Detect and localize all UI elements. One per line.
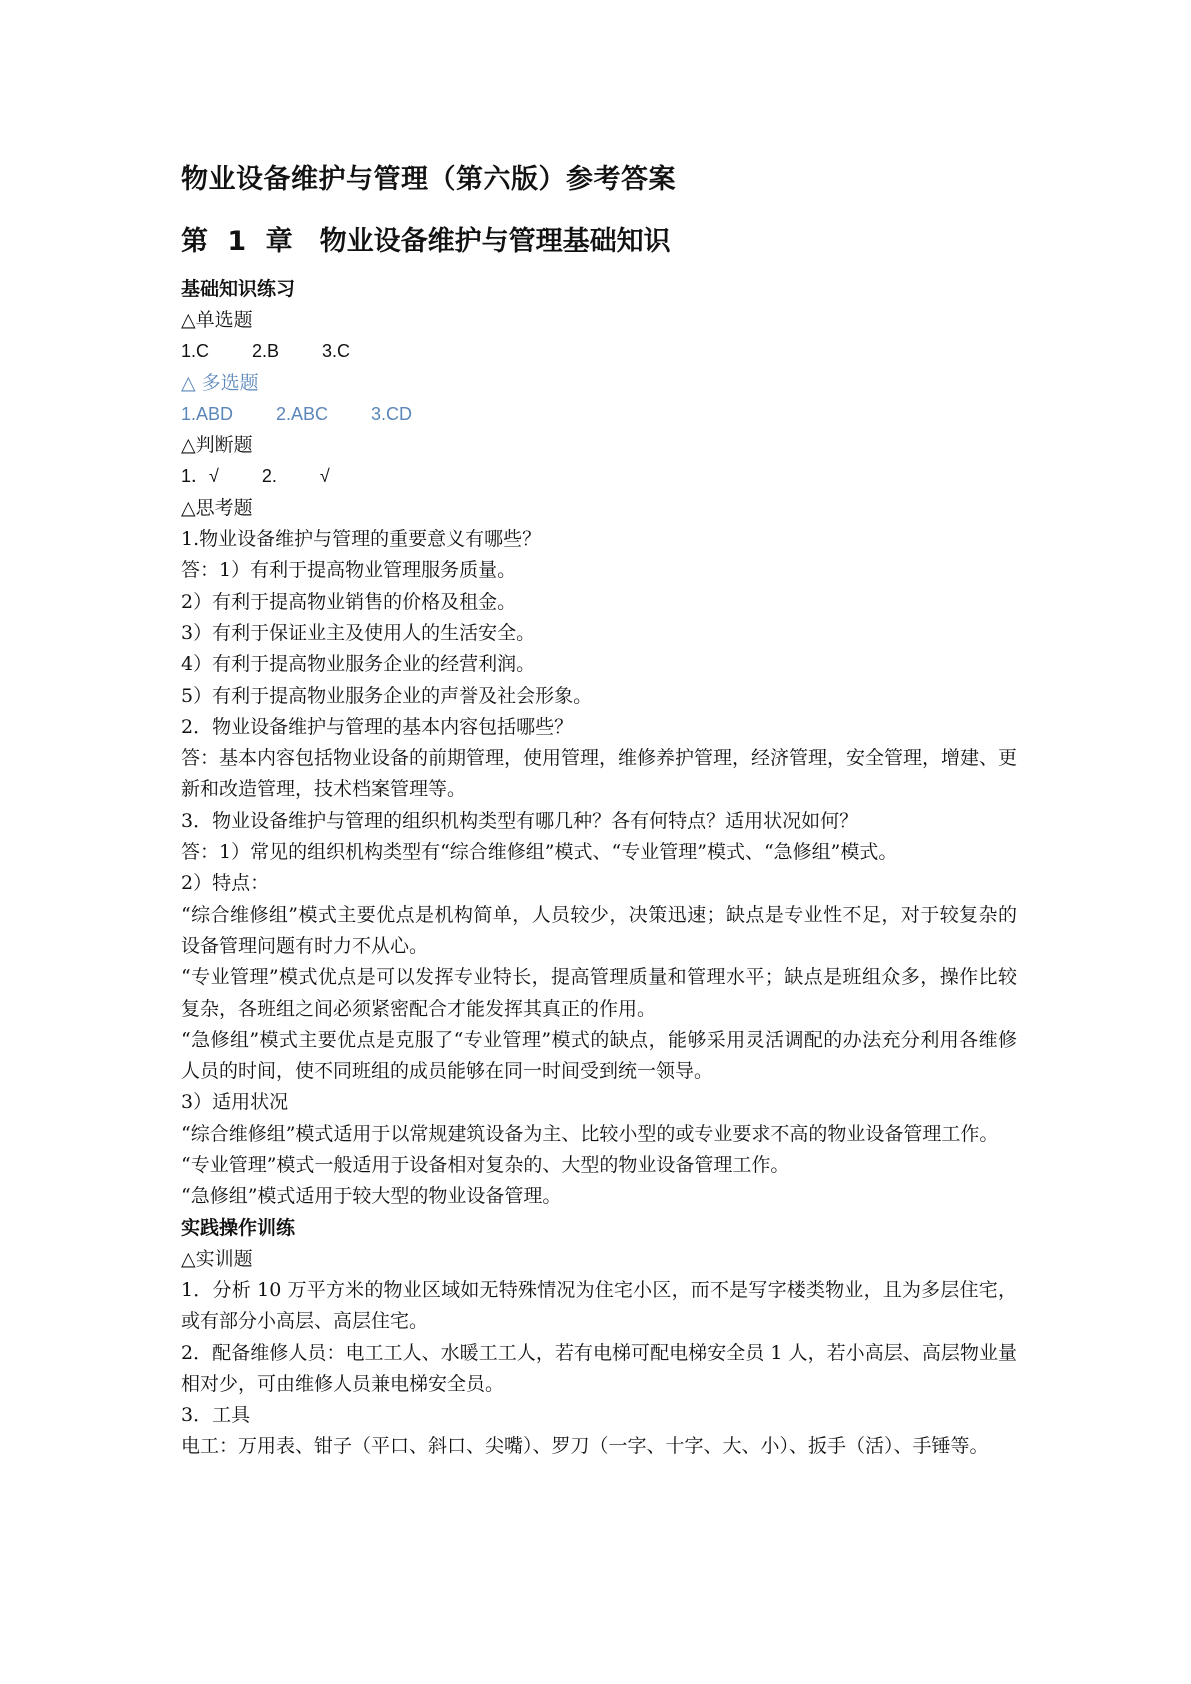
text-line: 2．物业设备维护与管理的基本内容包括哪些？ [181, 715, 574, 738]
practice-heading: △实训题 [181, 1247, 253, 1270]
chapter-heading: 第 1 章 物业设备维护与管理基础知识 [181, 226, 671, 257]
text-paragraph: 2．配备维修人员：电工工人、水暖工工人，若有电梯可配电梯安全员 1 人，若小高层、高层物业量相对少，可由维修人员兼电梯安全员。 [181, 1341, 1017, 1395]
text-line: 答：1）有利于提高物业管理服务质量。 [181, 559, 517, 582]
document-body [181, 150, 1017, 1463]
section-basic-heading: 基础知识练习 [181, 278, 296, 300]
text-line: 2）特点： [181, 872, 270, 895]
text-line: 3）适用状况 [181, 1091, 289, 1114]
text-line: 2）有利于提高物业销售的价格及租金。 [181, 590, 517, 613]
text-line: 1.物业设备维护与管理的重要意义有哪些？ [181, 528, 542, 551]
text-line: 5）有利于提高物业服务企业的声誉及社会形象。 [181, 684, 593, 707]
single-choice-heading: △单选题 [181, 309, 253, 331]
think-heading: △思考题 [181, 496, 253, 519]
judge-answers: 1．√ 2. √ [181, 466, 330, 487]
text-line: “急修组”模式适用于较大型的物业设备管理。 [181, 1185, 562, 1208]
document-title: 物业设备维护与管理（第六版）参考答案 [181, 164, 676, 195]
single-choice-answers: 1.C 2.B 3.C [181, 341, 351, 362]
multi-choice-heading: △ 多选题 [181, 371, 259, 394]
text-line: 3．物业设备维护与管理的组织机构类型有哪几种？各有何特点？适用状况如何？ [181, 809, 859, 832]
text-paragraph: 电工：万用表、钳子（平口、斜口、尖嘴）、罗刀（一字、十字、大、小）、扳手（活）、手锤等。 [181, 1435, 989, 1458]
text-paragraph: 1．分析 10 万平方米的物业区域如无特殊情况为住宅小区，而不是写字楼类物业，且为多层住宅，或有部分小高层、高层住宅。 [181, 1278, 1017, 1333]
text-line: 3．工具 [181, 1404, 251, 1427]
text-paragraph: “急修组”模式主要优点是克服了“专业管理”模式的缺点，能够采用灵活调配的办法充分利用各维修人员的时间，使不同班组的成员能够在同一时间受到统一领导。 [181, 1028, 1017, 1083]
section-practice-heading: 实践操作训练 [181, 1216, 296, 1239]
text-line: “专业管理”模式一般适用于设备相对复杂的、大型的物业设备管理工作。 [181, 1154, 790, 1177]
text-paragraph: “综合维修组”模式适用于以常规建筑设备为主、比较小型的或专业要求不高的物业设备管理工作。 [181, 1122, 999, 1145]
multi-choice-answers: 1.ABD 2.ABC 3.CD [181, 403, 413, 424]
text-paragraph: “专业管理”模式优点是可以发挥专业特长，提高管理质量和管理水平；缺点是班组众多，操作比较复杂，各班组之间必须紧密配合才能发挥其真正的作用。 [181, 966, 1017, 1020]
text-line: 4）有利于提高物业服务企业的经营利润。 [181, 653, 536, 676]
text-line: 3）有利于保证业主及使用人的生活安全。 [181, 621, 536, 644]
judge-heading: △判断题 [181, 434, 253, 457]
text-paragraph: “综合维修组”模式主要优点是机构简单，人员较少，决策迅速；缺点是专业性不足，对于较复杂的设备管理问题有时力不从心。 [181, 903, 1017, 957]
text-line: 答：1）常见的组织机构类型有“综合维修组”模式、“专业管理”模式、“急修组”模式。 [181, 841, 898, 864]
text-paragraph: 答：基本内容包括物业设备的前期管理，使用管理，维修养护管理，经济管理，安全管理，增建、更新和改造管理，技术档案管理等。 [181, 747, 1018, 801]
